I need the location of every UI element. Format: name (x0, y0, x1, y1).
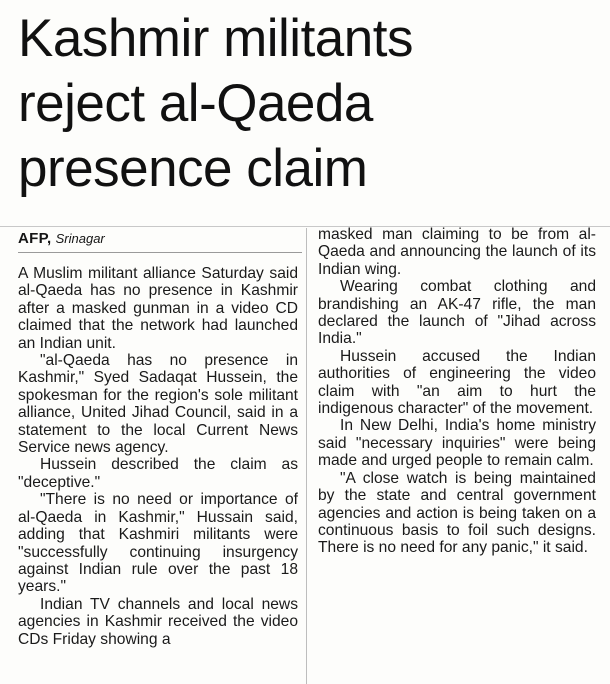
paragraph: Hussein accused the Indian authorities of engineering the video claim with "an aim to hurt the indigenous character" of the movement. (318, 347, 596, 418)
paragraph: Hussein described the claim as "deceptive." (18, 456, 298, 491)
paragraph: Wearing combat clothing and brandishing an AK-47 rifle, the man declared the launch of "Jihad across India." (318, 278, 596, 348)
paragraph: "al-Qaeda has no presence in Kashmir," Syed Sadaqat Hussein, the spokesman for the region's sole militant alliance, United Jihad Council, said in a statement to the local Current News Service news agency. (18, 352, 298, 457)
article-column-left (18, 265, 298, 648)
paragraph: Indian TV channels and local news agencies in Kashmir received the video CDs Friday showing a (18, 595, 298, 648)
byline (18, 230, 298, 250)
headline-line-3: presence claim (18, 139, 368, 198)
byline-rule (18, 252, 302, 253)
paragraph: In New Delhi, India's home ministry said "necessary inquiries" were being made and urged people to remain calm. (318, 417, 596, 470)
column-divider (306, 228, 307, 684)
byline-agency: AFP, (18, 230, 52, 247)
byline-location: Srinagar (55, 231, 105, 246)
paragraph: "A close watch is being maintained by the state and central government agencies and action is being taken on a continuous basis to foil such designs. There is no need for any panic," it said. (318, 469, 596, 557)
paragraph: masked man claiming to be from al-Qaeda and announcing the launch of its Indian wing. (318, 226, 596, 278)
headline (18, 6, 598, 201)
article-column-right (318, 226, 596, 557)
paragraph: A Muslim militant alliance Saturday said al-Qaeda has no presence in Kashmir after a masked gunman in a video CD claimed that the network had launched an Indian unit. (18, 265, 298, 352)
headline-line-1: Kashmir militants (18, 9, 413, 68)
paragraph: "There is no need or importance of al-Qaeda in Kashmir," Hussain said, adding that Kashmiri militants were "successfully continuing insurgency against Indian rule over the past 18 years." (18, 491, 298, 596)
headline-line-2: reject al-Qaeda (18, 74, 373, 133)
